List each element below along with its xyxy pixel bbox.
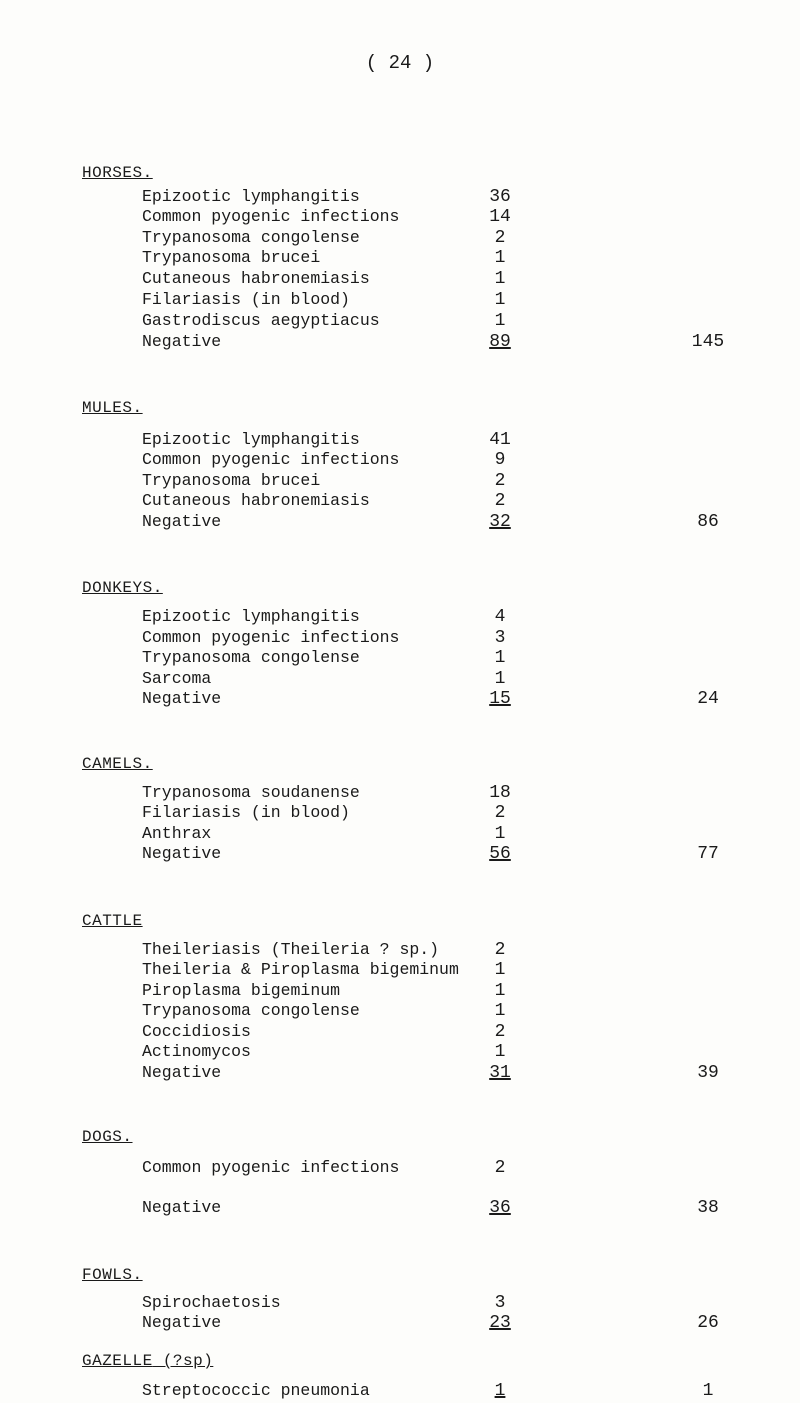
section-total: 1	[702, 1381, 714, 1401]
row-count: 23	[489, 1313, 511, 1333]
table-row	[0, 960, 800, 982]
row-count: 2	[494, 471, 506, 491]
row-count: 4	[494, 607, 506, 627]
row-label: Epizootic lymphangitis	[142, 607, 360, 626]
table-row	[0, 311, 800, 333]
table-row	[0, 1198, 800, 1220]
table-row	[0, 248, 800, 270]
section-title	[82, 755, 153, 773]
section-title-text: FOWLS.	[82, 1266, 143, 1284]
section-total: 39	[697, 1063, 719, 1083]
row-count: 1	[494, 311, 506, 331]
section-total: 26	[697, 1313, 719, 1333]
table-row	[0, 1022, 800, 1044]
row-label: Streptococcic pneumonia	[142, 1381, 370, 1400]
row-label: Negative	[142, 1063, 222, 1082]
row-count: 31	[489, 1063, 511, 1083]
row-label: Negative	[142, 1198, 222, 1217]
table-row	[0, 981, 800, 1003]
table-row	[0, 491, 800, 513]
row-label: Trypanosoma soudanense	[142, 783, 360, 802]
row-label: Common pyogenic infections	[142, 450, 400, 469]
row-count: 15	[489, 689, 511, 709]
row-count: 14	[489, 207, 511, 227]
row-label: Spirochaetosis	[142, 1293, 281, 1312]
row-label: Trypanosoma brucei	[142, 471, 321, 490]
table-row	[0, 430, 800, 452]
section-title-qualifier: (?sp)	[152, 1352, 214, 1370]
table-row	[0, 290, 800, 312]
section-title-text: DONKEYS.	[82, 579, 163, 597]
row-label: Coccidiosis	[142, 1022, 251, 1041]
row-count: 36	[489, 187, 511, 207]
table-row	[0, 228, 800, 250]
table-row	[0, 1001, 800, 1023]
row-label: Negative	[142, 844, 222, 863]
section-total: 77	[697, 844, 719, 864]
row-label: Trypanosoma congolense	[142, 648, 360, 667]
table-row	[0, 512, 800, 534]
section-total: 38	[697, 1198, 719, 1218]
row-label: Sarcoma	[142, 669, 212, 688]
table-row	[0, 1063, 800, 1085]
table-row	[0, 803, 800, 825]
table-row	[0, 628, 800, 650]
row-count: 56	[489, 844, 511, 864]
row-count: 41	[489, 430, 511, 450]
row-count: 2	[494, 228, 506, 248]
row-count: 2	[494, 940, 506, 960]
table-row	[0, 648, 800, 670]
section-total: 86	[697, 512, 719, 532]
table-row	[0, 669, 800, 691]
section-title	[82, 164, 153, 182]
row-label: Epizootic lymphangitis	[142, 430, 360, 449]
row-count: 1	[494, 981, 506, 1001]
section-total: 145	[691, 332, 725, 352]
section-title-text: CAMELS.	[82, 755, 153, 773]
row-count: 3	[494, 628, 506, 648]
row-label: Piroplasma bigeminum	[142, 981, 341, 1000]
row-label: Theileria & Piroplasma bigeminum	[142, 960, 459, 979]
row-label: Common pyogenic infections	[142, 1158, 400, 1177]
row-label: Negative	[142, 512, 222, 531]
row-label: Common pyogenic infections	[142, 628, 400, 647]
section-title	[82, 579, 163, 597]
table-row	[0, 1042, 800, 1064]
row-label: Epizootic lymphangitis	[142, 187, 360, 206]
row-count: 2	[494, 1158, 506, 1178]
table-row	[0, 940, 800, 962]
table-row	[0, 207, 800, 229]
section-title-text: MULES.	[82, 399, 143, 417]
row-label: Trypanosoma congolense	[142, 228, 360, 247]
section-title-text: GAZELLE	[82, 1352, 153, 1370]
row-label: Anthrax	[142, 824, 212, 843]
page-number: ( 24 )	[365, 52, 435, 74]
row-count: 1	[494, 1381, 506, 1401]
table-row	[0, 1293, 800, 1315]
table-row	[0, 1158, 800, 1180]
section-title	[82, 1266, 143, 1284]
row-label: Common pyogenic infections	[142, 207, 400, 226]
row-label: Cutaneous habronemiasis	[142, 269, 370, 288]
row-count: 1	[494, 1001, 506, 1021]
row-count: 1	[494, 648, 506, 668]
row-count: 2	[494, 491, 506, 511]
row-label: Theileriasis (Theileria ? sp.)	[142, 940, 440, 959]
row-count: 1	[494, 960, 506, 980]
row-count: 89	[489, 332, 511, 352]
row-count: 1	[494, 269, 506, 289]
row-label: Trypanosoma congolense	[142, 1001, 360, 1020]
row-label: Gastrodiscus aegyptiacus	[142, 311, 380, 330]
row-count: 1	[494, 824, 506, 844]
section-title-text: HORSES.	[82, 164, 153, 182]
table-row	[0, 187, 800, 209]
row-count: 32	[489, 512, 511, 532]
row-count: 18	[489, 783, 511, 803]
row-label: Trypanosoma brucei	[142, 248, 321, 267]
table-row	[0, 450, 800, 472]
table-row	[0, 471, 800, 493]
row-count: 2	[494, 803, 506, 823]
row-count: 3	[494, 1293, 506, 1313]
table-row	[0, 1381, 800, 1403]
table-row	[0, 689, 800, 711]
table-row	[0, 1313, 800, 1335]
row-count: 1	[494, 669, 506, 689]
row-count: 36	[489, 1198, 511, 1218]
table-row	[0, 824, 800, 846]
row-label: Negative	[142, 1313, 222, 1332]
row-label: Negative	[142, 689, 222, 708]
section-title	[82, 1128, 133, 1146]
row-label: Filariasis (in blood)	[142, 290, 350, 309]
row-count: 2	[494, 1022, 506, 1042]
row-label: Filariasis (in blood)	[142, 803, 350, 822]
row-label: Cutaneous habronemiasis	[142, 491, 370, 510]
section-title	[82, 912, 143, 930]
table-row	[0, 332, 800, 354]
section-title	[82, 399, 143, 417]
table-row	[0, 269, 800, 291]
section-total: 24	[697, 689, 719, 709]
row-count: 9	[494, 450, 506, 470]
table-row	[0, 783, 800, 805]
section-title-text: CATTLE	[82, 912, 143, 930]
row-label: Actinomycos	[142, 1042, 251, 1061]
section-title	[82, 1352, 213, 1370]
section-title-text: DOGS.	[82, 1128, 133, 1146]
row-count: 1	[494, 1042, 506, 1062]
row-label: Negative	[142, 332, 222, 351]
table-row	[0, 844, 800, 866]
table-row	[0, 607, 800, 629]
row-count: 1	[494, 248, 506, 268]
row-count: 1	[494, 290, 506, 310]
